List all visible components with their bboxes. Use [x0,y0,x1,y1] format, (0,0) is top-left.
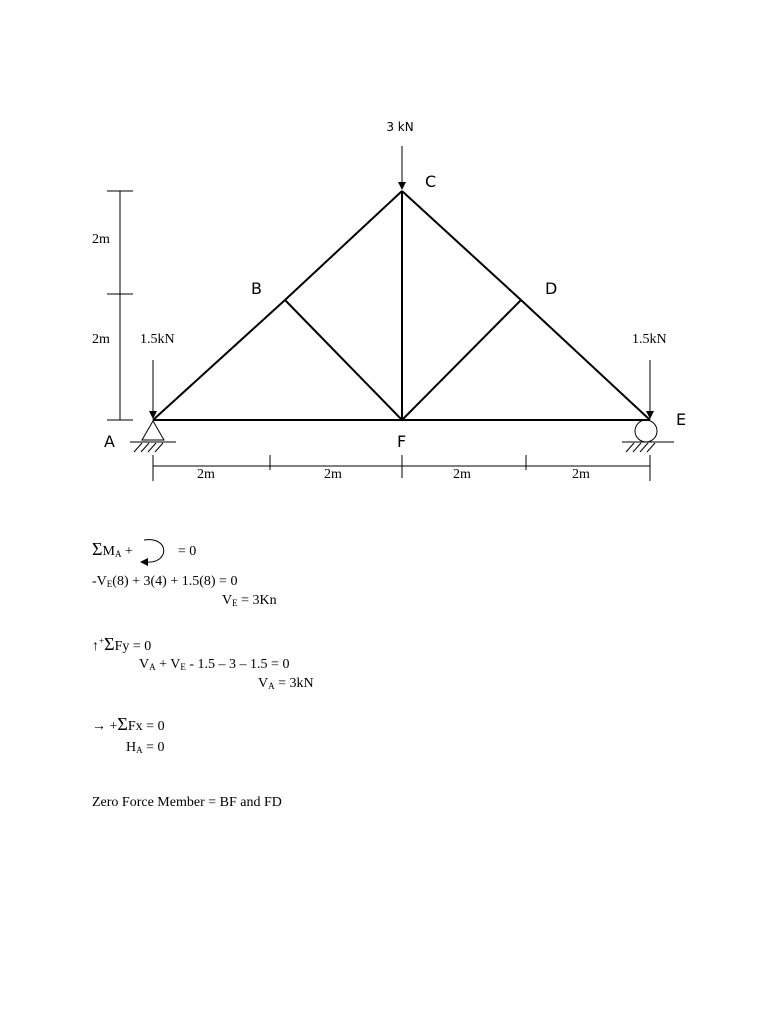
eq-fx-result [126,740,165,758]
eq-fy-line1-a-sub: A [149,662,156,672]
dim-vertical-lower: 2m [92,332,110,347]
node-label-e: E [676,410,687,429]
eq-fy-result-lead: V [258,676,269,691]
eq-moment-term: M [102,544,115,560]
dim-horizontal-1: 2m [197,467,215,482]
vertical-dimension [107,191,133,420]
eq-fy-line1-rest: - 1.5 – 3 – 1.5 = 0 [189,657,290,672]
dim-vertical-upper: 2m [92,232,110,247]
eq-fy-line1-b-sub: E [180,662,186,672]
eq-fy-result-rest: = 3kN [278,676,314,691]
dim-horizontal-3: 2m [453,467,471,482]
load-label-left: 1.5kN [140,332,175,347]
eq-fx-result-rest: = 0 [146,740,165,755]
node-label-c: C [425,172,437,191]
dim-horizontal-4: 2m [572,467,590,482]
load-label-right: 1.5kN [632,332,667,347]
roller-support [622,420,674,452]
sigma-symbol: Σ [104,634,115,654]
eq-fx-result-lead: H [126,740,137,755]
eq-fx-plus: + [109,719,118,734]
node-label-b: B [251,279,262,298]
eq-moment [92,536,196,568]
eq-fx [92,716,165,735]
eq-moment-line1-lead: -V [92,574,107,589]
eq-moment-result [222,593,277,611]
eq-moment-plus: + [124,544,133,560]
member-cd [402,191,521,300]
eq-fy-line1-a: V [139,657,150,672]
moment-arrow-icon [136,536,174,568]
node-label-f: F [397,432,407,451]
eq-fy-line1 [139,657,289,675]
eq-fy-term: Fy = 0 [114,639,152,654]
load-label-top: 3 kN [386,120,414,134]
right-arrow-icon: → [92,719,106,734]
eq-moment-line1 [92,574,237,592]
eq-moment-result-rest: = 3Kn [241,593,277,608]
eq-moment-sub: A [114,549,122,560]
eq-fx-term: Fx = 0 [127,719,165,734]
member-df [402,300,521,420]
eq-fx-result-sub: A [136,745,143,755]
eq-moment-line1-rest: (8) + 3(4) + 1.5(8) = 0 [112,574,238,589]
member-bc [285,191,402,300]
eq-moment-line1-sub: E [106,579,113,589]
eq-fy [92,633,151,655]
eq-fy-line1-b: + V [159,657,181,672]
eq-fy-plus: + [99,636,105,646]
sigma-symbol: Σ [117,714,128,734]
member-de [521,300,650,420]
eq-moment-result-lead: V [222,593,233,608]
eq-fy-result [258,676,314,694]
zero-force-statement: Zero Force Member = BF and FD [92,795,282,810]
truss-members [153,191,650,420]
member-ab [153,300,285,420]
node-label-d: D [545,279,558,298]
up-arrow-icon: ↑ [92,639,99,654]
pin-support [130,421,176,452]
eq-moment-result-sub: E [232,598,238,608]
sigma-symbol: Σ [92,539,103,560]
member-bf [285,300,402,420]
node-label-a: A [104,432,115,451]
dim-horizontal-2: 2m [324,467,342,482]
eq-moment-rhs: = 0 [177,544,197,560]
eq-fy-result-sub: A [268,681,275,691]
